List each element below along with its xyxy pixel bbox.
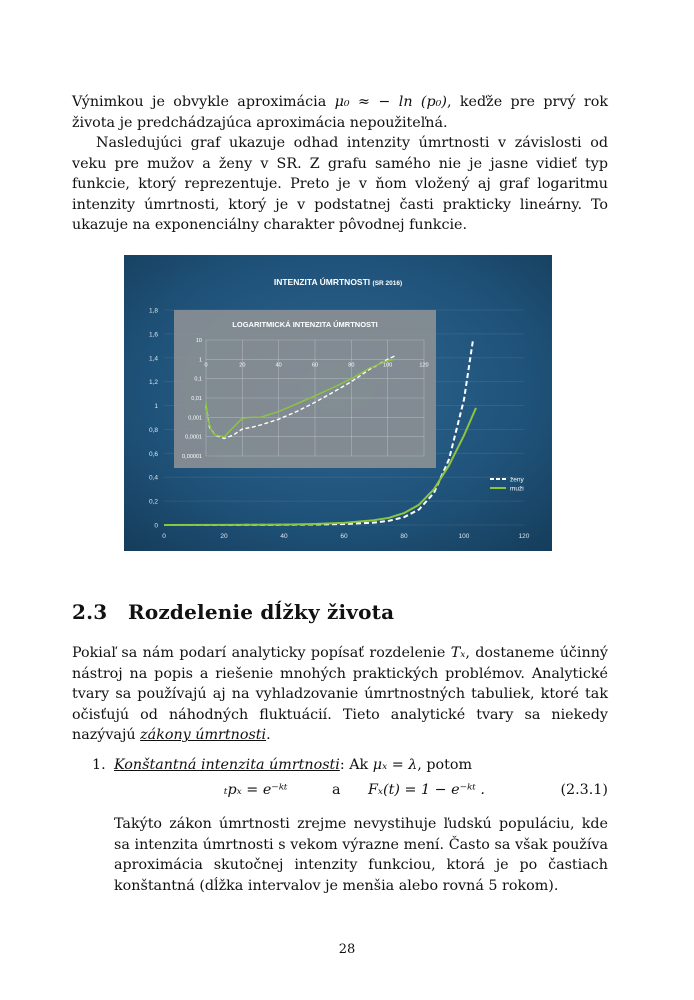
- math-mu-lambda: μₓ = λ: [372, 757, 418, 773]
- log-inset-chart: [174, 310, 436, 468]
- inset-y-tick-label: 0,001: [188, 415, 202, 422]
- inset-x-tick-label: 20: [239, 362, 246, 369]
- math-mu0: μ₀ ≈ − ln (p₀): [334, 94, 447, 110]
- equation-number: (2.3.1): [560, 782, 608, 798]
- equation-right: Fₓ(t) = 1 − e⁻ᵏᵗ .: [368, 782, 485, 798]
- para1-after: , keďže pre prvý rok života je predchádzajúca aproximácia nepoužiteľná.: [72, 94, 609, 131]
- page-number: 28: [338, 942, 356, 957]
- main-y-tick-label: 0,6: [148, 450, 158, 458]
- para1-text: Výnimkou je obvykle aproximácia: [72, 94, 335, 110]
- inset-y-tick-label: 0,00001: [182, 454, 202, 460]
- inset-y-tick-label: 0,1: [194, 376, 202, 383]
- term-zakony-umrtnosti: zákony úmrtnosti: [140, 727, 267, 744]
- main-x-tick-label: 100: [458, 533, 470, 540]
- main-y-tick-label: 1,6: [148, 331, 158, 339]
- main-y-tick-label: 1: [154, 403, 158, 411]
- equation-and: a: [332, 782, 341, 798]
- section-title: Rozdelenie dĺžky života: [128, 600, 395, 624]
- term-konstantna-intenzita: Konštantná intenzita úmrtnosti: [114, 757, 340, 773]
- para3-text: Pokiaľ sa nám podarí analyticky popísať rozdelenie: [72, 645, 451, 661]
- main-y-tick-label: 0,8: [148, 426, 158, 434]
- paragraph-analytic-forms: [72, 643, 608, 746]
- inset-y-tick-label: 0,01: [191, 396, 202, 402]
- main-y-tick-label: 0,4: [148, 474, 158, 482]
- inset-x-tick-label: 80: [348, 362, 355, 369]
- main-y-tick-label: 0,2: [148, 498, 158, 506]
- main-chart-title: INTENZITA ÚMRTNOSTI (SR 2016): [273, 277, 403, 287]
- inset-background: [174, 310, 436, 468]
- main-x-tick-label: 120: [518, 533, 530, 540]
- mortality-chart-figure: [124, 255, 552, 551]
- main-x-tick-label: 80: [400, 533, 408, 540]
- main-y-tick-label: 1,8: [148, 307, 158, 315]
- inset-title: LOGARITMICKÁ INTENZITA ÚMRTNOSTI: [232, 320, 378, 329]
- section-number: 2.3: [72, 600, 108, 624]
- list-marker: 1.: [92, 757, 106, 773]
- paragraph-constant-law: Takýto zákon úmrtnosti zrejme nevystihuje ľudskú populáciu, kde sa intenzita úmrtnosti s vekom výrazne mení. Často sa však používa aproximácia skutočnej intenzity funkciou, ktorá je po častiach konštantná (dĺžka intervalov je menšia alebo rovná 5 rokom).: [114, 816, 608, 894]
- equation-left: ₜpₓ = e⁻ᵏᵗ: [224, 782, 288, 798]
- mortality-chart: [124, 255, 552, 551]
- paragraph-intro: [72, 92, 608, 133]
- main-x-tick-label: 60: [340, 533, 348, 540]
- main-y-tick-label: 0: [154, 522, 158, 530]
- inset-y-tick-label: 1: [198, 357, 202, 364]
- inset-x-tick-label: 60: [311, 362, 319, 369]
- item1-text: : Ak: [339, 757, 373, 773]
- main-y-tick-label: 1,4: [148, 355, 158, 363]
- inset-x-tick-label: 40: [275, 362, 282, 369]
- para3-after: .: [266, 727, 271, 744]
- paragraph-graph-description: Nasledujúci graf ukazuje odhad intenzity úmrtnosti v závislosti od veku pre mužov a ženy v SR. Z grafu samého nie je jasne vidieť typ funkcie, ktorý reprezentuje. Preto je v ňom vložený aj graf logaritmu intenzity úmrtnosti, ktorý je v podstatnej časti prakticky lineárny. To ukazuje na exponenciálny charakter pôvodnej funkcie.: [72, 135, 608, 234]
- legend-label: muži: [510, 485, 524, 493]
- main-x-tick-label: 20: [220, 533, 228, 540]
- inset-y-tick-label: 10: [195, 338, 202, 344]
- inset-y-tick-label: 0,0001: [185, 434, 202, 441]
- para3-middle: , dostaneme účinný nástroj na popis a riešenie mnohých praktických problémov. Analytické tvary sa používajú aj na vyhladzovanie úmrtnostných tabuliek, ktoré tak očisťujú od náhodných fluktuácií. Tieto analytické tvary sa niekedy nazývajú: [72, 645, 608, 744]
- section-heading: [72, 600, 394, 624]
- legend-label: ženy: [510, 476, 524, 484]
- math-Tx: Tₓ: [450, 645, 466, 661]
- inset-x-tick-label: 120: [419, 362, 429, 369]
- main-y-tick-label: 1,2: [148, 379, 158, 387]
- inset-x-tick-label: 100: [383, 362, 393, 369]
- main-x-tick-label: 40: [280, 533, 288, 540]
- list-item-1: [72, 755, 608, 776]
- main-x-tick-label: 0: [162, 533, 166, 540]
- item1-after: , potom: [417, 757, 473, 773]
- inset-x-tick-label: 0: [204, 362, 208, 369]
